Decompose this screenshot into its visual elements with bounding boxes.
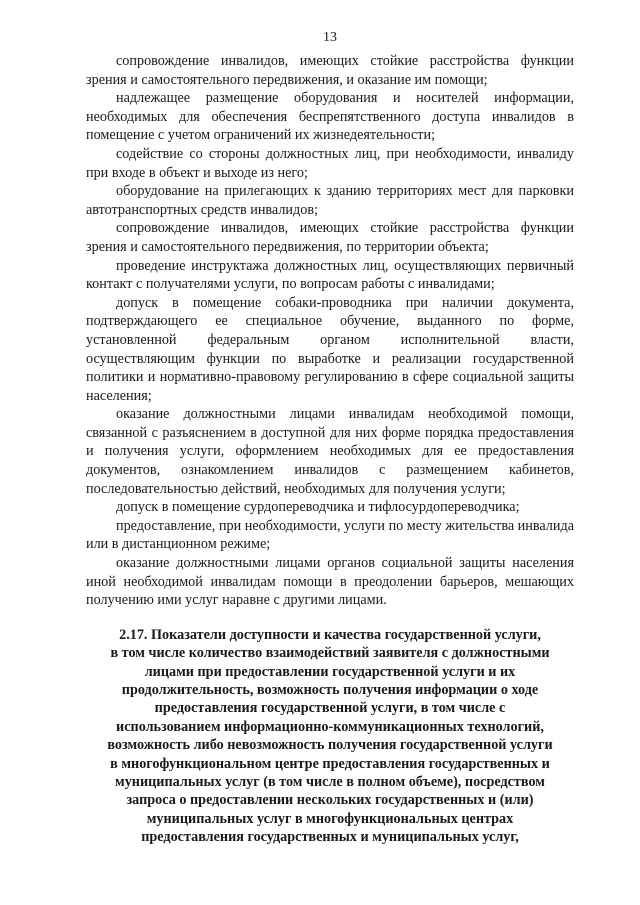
paragraph: оказание должностными лицами инвалидам необходимой помощи, связанной с разъяснением в доступной для них форме порядка предоставления и получения услуги, оформлением необходимых для ее предоставления документов, ознакомлением инвалидов с размещением кабинетов, последовательностью действий, необходимых для получения услуги; [86, 406, 574, 497]
heading-line: муниципальных услуг в многофункциональных центрах [146, 810, 514, 827]
heading-line: возможность либо невозможность получения государственной услуги [107, 737, 553, 754]
section-heading [86, 626, 574, 847]
heading-line: в многофункциональном центре предоставления государственных и [110, 755, 550, 772]
paragraph: допуск в помещение сурдопереводчика и тифлосурдопереводчика; [116, 499, 520, 516]
heading-line: предоставления государственной услуги, в том числе с [154, 700, 506, 717]
body-text [86, 52, 574, 610]
paragraph: сопровождение инвалидов, имеющих стойкие расстройства функции зрения и самостоятельного передвижения, и оказание им помощи; [86, 53, 574, 88]
heading-line: продолжительность, возможность получения информации о ходе [121, 682, 539, 699]
paragraph: предоставление, при необходимости, услуги по месту жительства инвалида или в дистанционном режиме; [86, 517, 574, 553]
paragraph: оборудование на прилегающих к зданию территориях мест для парковки автотранспортных средств инвалидов; [86, 183, 574, 218]
heading-line: муниципальных услуг (в том числе в полном объеме), посредством [115, 774, 545, 791]
heading-line: 2.17. Показатели доступности и качества государственной услуги, [119, 626, 541, 643]
paragraph: сопровождение инвалидов, имеющих стойкие расстройства функции зрения и самостоятельного передвижения, по территории объекта; [86, 220, 574, 255]
paragraph: оказание должностными лицами органов социальной защиты населения иной необходимой инвалидам помощи в преодолении барьеров, мешающих получению ими услуг наравне с другими лицами. [86, 555, 574, 609]
paragraph: проведение инструктажа должностных лиц, осуществляющих первичный контакт с получателями услуги, по вопросам работы с инвалидами; [86, 257, 574, 293]
paragraph: допуск в помещение собаки-проводника при наличии документа, подтверждающего ее специальное обучение, выданного по форме, установленной федеральным органом исполнительной власти, осуществляющим функции по выработке и реализации государственной политики и нормативно-правовому регулированию в сфере социальной защиты населения; [86, 294, 574, 404]
page-number: 13 [323, 30, 337, 45]
heading-line: запроса о предоставлении нескольких государственных и (или) [126, 792, 534, 809]
heading-line: предоставления государственных и муниципальных услуг, [141, 829, 519, 846]
heading-line: лицами при предоставлении государственной услуги и их [144, 663, 516, 680]
heading-line: в том числе количество взаимодействий заявителя с должностными [110, 645, 550, 662]
paragraph: надлежащее размещение оборудования и носителей информации, необходимых для обеспечения беспрепятственного доступа инвалидов в помещение с учетом ограничений их жизнедеятельности; [86, 90, 574, 144]
paragraph: содействие со стороны должностных лиц, при необходимости, инвалиду при входе в объект и выходе из него; [86, 145, 574, 181]
heading-line: использованием информационно-коммуникационных технологий, [116, 718, 544, 735]
